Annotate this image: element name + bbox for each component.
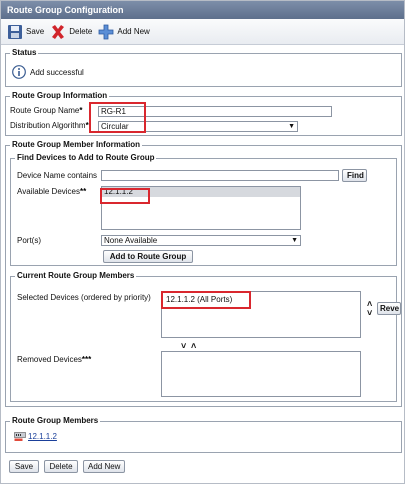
removed-devices-label-text: Removed Devices [17, 355, 82, 364]
device-name-contains-label: Device Name contains [17, 171, 98, 180]
delete-button[interactable] [50, 24, 92, 40]
selected-devices-label: Selected Devices (ordered by priority) [17, 293, 151, 302]
toolbar [1, 19, 404, 45]
chevron-down-icon: ▼ [288, 123, 295, 130]
save-icon [7, 24, 23, 40]
delete-label: Delete [69, 27, 93, 36]
device-icon [14, 432, 26, 442]
removed-devices-list[interactable] [161, 351, 361, 397]
save-label: Save [26, 27, 45, 36]
status-message: Add successful [30, 68, 84, 77]
find-devices-legend: Find Devices to Add to Route Group [17, 153, 155, 162]
available-device-item[interactable]: 12.1.1.2 [102, 187, 300, 197]
highlight-box [161, 291, 251, 309]
available-devices-label-text: Available Devices [17, 187, 80, 196]
member-link[interactable]: 12.1.1.2 [28, 432, 57, 441]
route-group-name-label-text: Route Group Name [10, 106, 80, 115]
distribution-algorithm-value: Circular [101, 122, 129, 131]
delete-x-icon [50, 24, 66, 40]
add-new-button[interactable] [98, 24, 149, 40]
info-icon [12, 65, 26, 79]
route-group-name-field[interactable]: RG-R1 [98, 106, 332, 117]
member-info-legend: Route Group Member Information [12, 140, 140, 149]
route-group-members-section [5, 416, 402, 453]
add-plus-icon [98, 24, 114, 40]
highlight-box [89, 102, 146, 133]
status-section [5, 48, 402, 87]
route-group-members-legend: Route Group Members [12, 416, 99, 425]
distribution-algorithm-label-text: Distribution Algorithm [10, 121, 86, 130]
removed-devices-label [17, 355, 91, 364]
footer-save-button[interactable]: Save [9, 460, 39, 473]
available-devices-label [17, 187, 86, 196]
page-title: Route Group Configuration [1, 1, 404, 19]
distribution-algorithm-label [10, 121, 89, 130]
status-legend: Status [12, 48, 37, 57]
save-button[interactable] [7, 24, 44, 40]
required-marker: * [79, 106, 83, 115]
ports-value: None Available [104, 236, 158, 245]
required-marker: * [85, 121, 89, 130]
add-new-label: Add New [117, 27, 150, 36]
route-group-name-label [10, 106, 83, 115]
highlight-box [100, 188, 150, 204]
triple-asterisk-marker: *** [81, 355, 92, 364]
current-members-legend: Current Route Group Members [17, 271, 135, 280]
device-name-search-input[interactable] [101, 170, 339, 181]
ports-label: Port(s) [17, 236, 41, 245]
ports-select[interactable] [101, 235, 301, 246]
selected-device-item[interactable]: 12.1.1.2 (All Ports) [166, 295, 233, 304]
find-button[interactable]: Find [342, 169, 367, 182]
member-info-section [5, 140, 402, 407]
footer-add-new-button[interactable]: Add New [83, 460, 125, 473]
route-group-info-legend: Route Group Information [12, 91, 108, 100]
add-to-route-group-button[interactable]: Add to Route Group [103, 250, 193, 263]
find-devices-section [10, 153, 397, 266]
move-up-icon[interactable]: ˄ [367, 299, 373, 309]
move-down-icon[interactable]: ˅ [367, 308, 373, 318]
move-down-icon[interactable]: ˅ [181, 341, 187, 351]
double-asterisk-marker: ** [80, 187, 87, 196]
reverse-order-button[interactable]: Reve [377, 302, 401, 315]
route-group-info-section [5, 91, 402, 136]
chevron-down-icon: ▼ [291, 237, 298, 244]
footer-delete-button[interactable]: Delete [44, 460, 78, 473]
move-up-icon[interactable]: ˄ [191, 341, 197, 351]
